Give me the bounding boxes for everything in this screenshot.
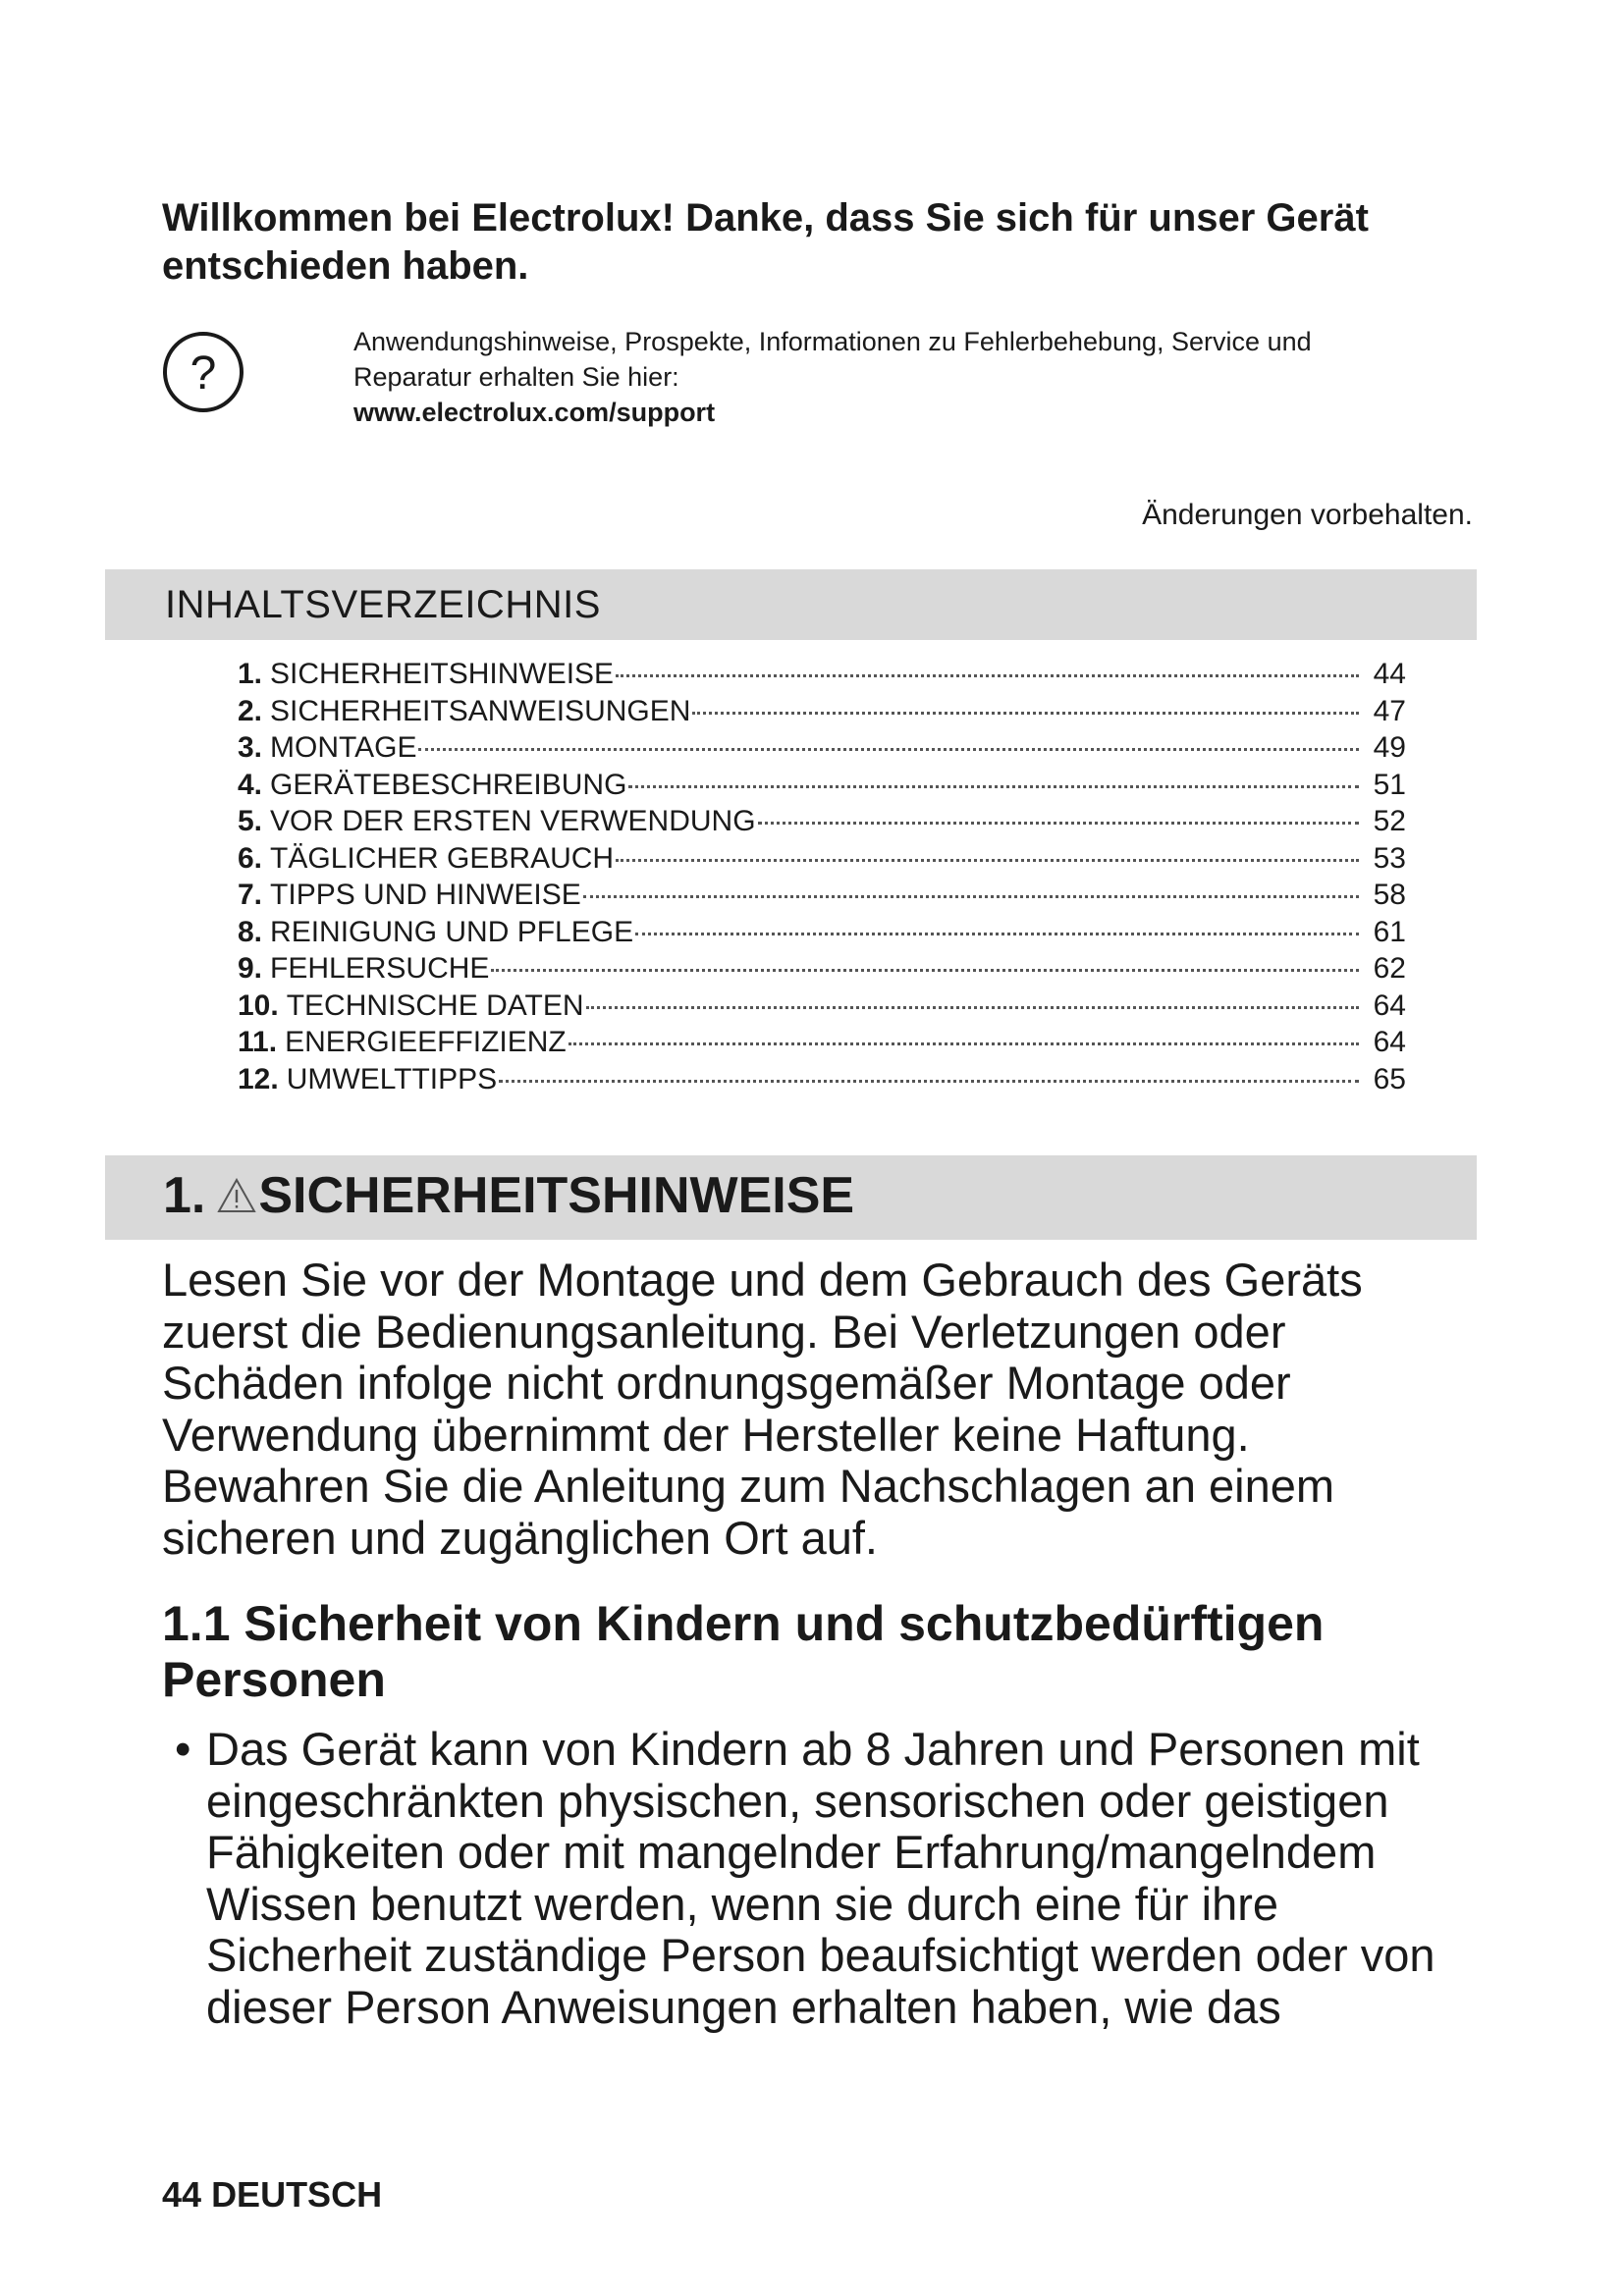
toc-item-number: 10. [238,988,279,1022]
section-title-text: SICHERHEITSHINWEISE [258,1167,855,1224]
footer-language: DEUTSCH [211,2174,383,2215]
section-intro: Lesen Sie vor der Montage und dem Gebrauch des Geräts zuerst die Bedienungsanleitung. Bei Verletzungen oder Schäden infolge nicht ordnungsgemäßer Montage oder Verwendung übernimmt der Hersteller keine Haftung. Bewahren Sie die Anleitung zum Nachschlagen an einem sicheren und zugänglichen Ort auf. [162,1254,1363,1564]
toc-leader-dots [616,674,1359,677]
toc-item-number: 6. [238,841,263,875]
toc-leader-dots [499,1080,1359,1083]
toc-item-label: TECHNISCHE DATEN [286,988,584,1022]
toc-item-number: 2. [238,694,263,727]
toc-item-label: FEHLERSUCHE [270,952,490,985]
list-item-text: Das Gerät kann von Kindern ab 8 Jahren und Personen mit eingeschränkten physischen, sensorischen oder geistigen Fähigkeiten oder mit mangelnder Erfahrung/mangelndem Wissen benutzt werden, wenn sie durch eine für ihre Sicherheit zuständige Person beaufsichtigt werden oder von dieser Person Anweisungen erhalten haben, wie das [206,1723,1435,2033]
toc-leader-dots [418,748,1359,751]
toc-item-label: SICHERHEITSANWEISUNGEN [270,694,691,727]
toc-item-label: REINIGUNG UND PFLEGE [270,915,634,948]
toc-item-number: 8. [238,915,263,948]
toc-leader-dots [586,1006,1359,1009]
toc-leader-dots [616,859,1359,862]
toc-item-label: TIPPS UND HINWEISE [270,879,581,911]
toc-item-page: 44 [1373,658,1406,690]
toc-item-label: SICHERHEITSHINWEISE [270,658,615,690]
toc-item-number: 5. [238,805,263,837]
bullet-list [162,1724,1478,2033]
toc-item-page: 53 [1373,841,1406,875]
toc-leader-dots [628,785,1359,788]
help-question-icon [161,330,245,414]
toc-item-label: MONTAGE [270,731,417,764]
toc-item-label: UMWELTTIPPS [286,1062,498,1095]
toc-item-page: 49 [1373,731,1406,764]
toc-item[interactable] [238,1024,1406,1061]
welcome-heading: Willkommen bei Electrolux! Danke, dass Sie sich für unser Gerät entschieden haben. [162,196,1369,288]
toc-item[interactable] [238,877,1406,914]
toc-leader-dots [491,969,1359,972]
toc-item-page: 51 [1373,768,1406,801]
toc-title: INHALTSVERZEICHNIS [165,583,601,626]
toc-item[interactable] [238,729,1406,767]
toc-item-number: 9. [238,952,263,985]
page-footer [162,2174,382,2216]
section-number: 1. [163,1167,206,1224]
toc-item-page: 47 [1373,694,1406,727]
toc-item[interactable] [238,803,1406,840]
toc-item[interactable] [238,656,1406,693]
toc-item[interactable] [238,840,1406,878]
toc-item-number: 1. [238,658,263,690]
toc-item-page: 61 [1373,915,1406,948]
table-of-contents [238,656,1406,1097]
toc-item-number: 12. [238,1062,279,1095]
support-link[interactable]: www.electrolux.com/support [353,398,716,427]
toc-item[interactable] [238,914,1406,951]
toc-item-page: 65 [1373,1062,1406,1095]
list-item [162,1724,1478,2033]
warning-triangle-icon [217,1178,256,1213]
subsection-title: 1.1 Sicherheit von Kindern und schutzbedürftigen Personen [162,1596,1325,1707]
toc-leader-dots [568,1042,1359,1045]
toc-leader-dots [583,895,1359,898]
toc-item-number: 3. [238,731,263,764]
bullet-dot: • [175,1723,191,1775]
toc-item[interactable] [238,693,1406,730]
footer-page-number: 44 [162,2174,202,2215]
changes-note: Änderungen vorbehalten. [1142,499,1473,531]
support-text-line1: Anwendungshinweise, Prospekte, Informationen zu Fehlerbehebung, Service und [353,327,1312,356]
support-info [353,324,1483,430]
toc-item[interactable] [238,950,1406,988]
toc-item[interactable] [238,1061,1406,1098]
toc-item-page: 52 [1373,805,1406,837]
section-title [163,1166,854,1225]
toc-item-label: GERÄTEBESCHREIBUNG [270,768,627,801]
toc-item-number: 11. [238,1026,278,1058]
toc-item[interactable] [238,988,1406,1025]
toc-item-label: TÄGLICHER GEBRAUCH [270,841,615,875]
svg-text:?: ? [189,347,217,400]
toc-item-label: ENERGIEEFFIZIENZ [285,1026,567,1058]
support-text-line2: Reparatur erhalten Sie hier: [353,362,679,392]
toc-leader-dots [692,712,1359,715]
toc-item-number: 7. [238,879,263,911]
toc-leader-dots [758,822,1359,825]
toc-item-page: 64 [1373,988,1406,1022]
toc-item-page: 64 [1373,1026,1406,1058]
toc-item-page: 62 [1373,952,1406,985]
toc-item-number: 4. [238,768,263,801]
toc-item-page: 58 [1373,879,1406,911]
toc-leader-dots [635,933,1359,935]
toc-item-label: VOR DER ERSTEN VERWENDUNG [270,805,756,837]
toc-item[interactable] [238,767,1406,804]
